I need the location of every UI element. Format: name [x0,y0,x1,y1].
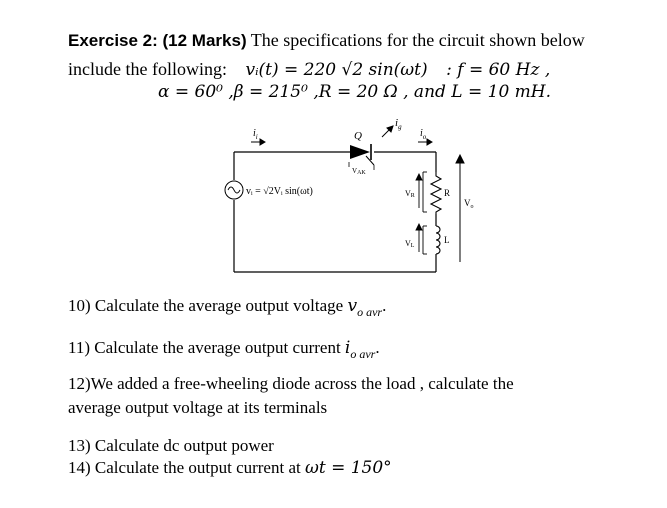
vr-bracket [423,172,427,212]
question-11-tail: . [375,338,380,357]
vl-label: VL [405,239,415,249]
thyristor-icon [350,144,374,165]
question-10-text: 10) Calculate the average output voltage [68,296,348,315]
ac-source-icon [225,181,243,199]
gate-current-arrow [382,126,393,137]
intro-line-2: include the following: [68,59,227,79]
vak-label: VAK [352,167,366,176]
exercise-heading: Exercise 2: (12 Marks) [68,31,247,50]
question-11 [68,338,380,362]
gate-current-label: $i_g$ [395,117,402,131]
question-14-text: 14) Calculate the output current at [68,458,305,477]
vr-label: VR [405,189,415,199]
question-14-math: ωt = 150° [304,458,392,478]
question-12-line-1: 12)We added a free-wheeling diode across the load , calculate the [68,374,514,393]
output-current-label: $i_o$ [420,128,427,141]
question-11-var: i [344,338,351,358]
vr-arrow-icon [416,174,422,208]
input-current-label: $i_i$ [253,128,258,141]
resistor-label: R [444,188,451,198]
vl-arrow-icon [416,224,422,252]
question-10-var: v [347,296,358,316]
question-10-tail: . [382,296,387,315]
parameters-line: α = 60⁰ ,β = 215⁰ ,R = 20 Ω , and L = 10 mH. [158,82,552,102]
inductor-icon [436,226,440,254]
vo-label: $V_o$ [464,198,474,210]
vo-arrow-icon [456,155,464,262]
input-current-arrow-icon [251,139,265,145]
vl-bracket [423,226,427,254]
intro-line-1: The specifications for the circuit shown below [250,30,585,50]
thyristor-label: Q [354,130,362,142]
question-12-line-2: average output voltage at its terminals [68,398,328,417]
question-14 [68,458,392,478]
input-voltage-equation: vᵢ(t) = 220 √2 sin(ωt) [245,60,428,80]
question-10 [68,296,386,320]
source-label: vᵢ = √2Vᵢ sin(ωt) [246,186,313,197]
question-11-text: 11) Calculate the average output current [68,338,345,357]
inductor-label: L [444,235,450,245]
question-11-sub: o avr [350,347,376,361]
frequency-equation: : f = 60 Hz , [446,60,551,80]
question-10-sub: o avr [357,305,383,319]
resistor-icon [431,172,441,214]
question-13: 13) Calculate dc output power [68,436,274,455]
